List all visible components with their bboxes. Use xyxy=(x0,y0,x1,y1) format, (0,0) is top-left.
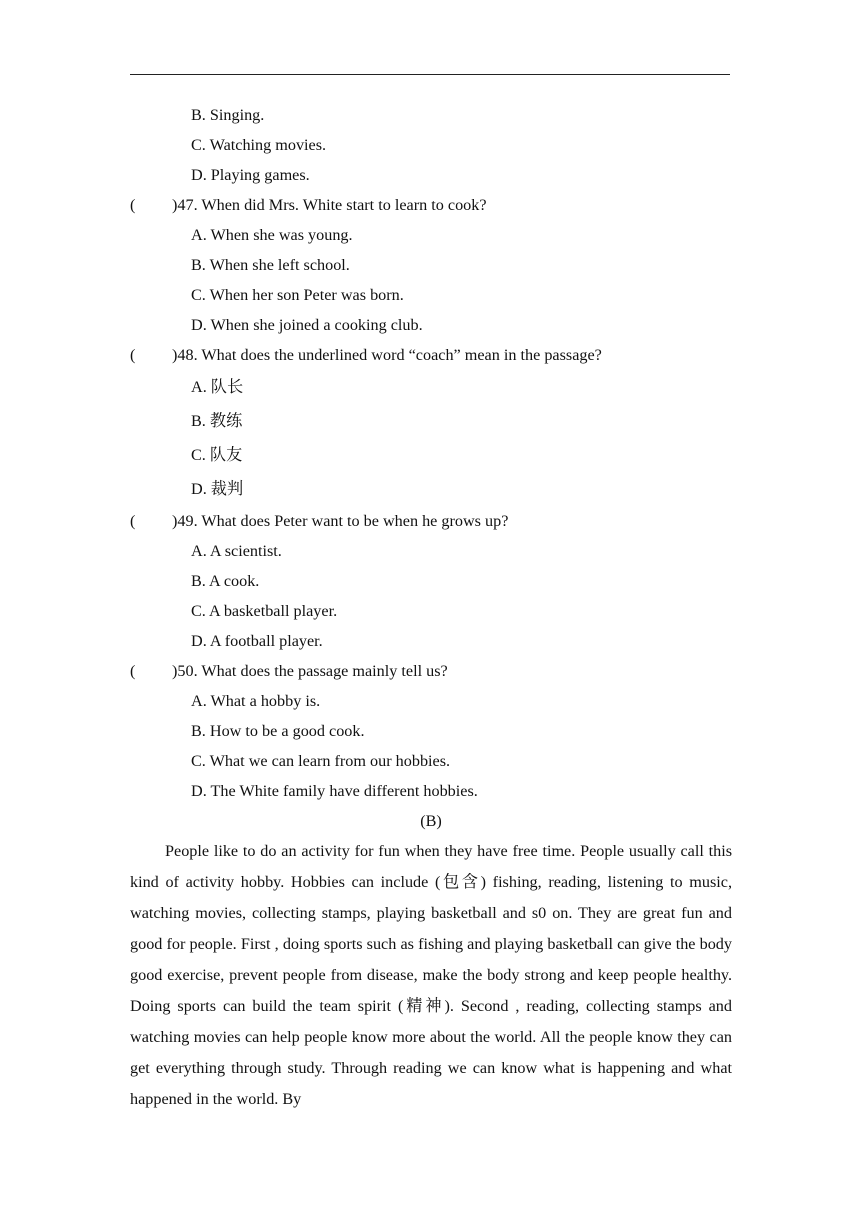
question-text: )48. What does the underlined word “coach” mean in the passage? xyxy=(172,346,602,364)
option-b: B. A cook. xyxy=(191,572,260,590)
question-text: )50. What does the passage mainly tell us? xyxy=(172,662,448,680)
question-50 xyxy=(130,656,732,806)
header-rule xyxy=(130,74,730,75)
question-stem xyxy=(130,506,732,536)
passage-text: People like to do an activity for fun when they have free time. People usually call this kind of activity hobby. Hobbies can include (包含) fishing, reading, listening to music, watching movies, collecting stamps, playing basketball and s0 on. They are great fun and good for people. First , doing sports such as fishing and playing basketball can give the body good exercise, prevent people from disease, make the body strong and keep people healthy. Doing sports can build the team spirit (精神). Second , reading, collecting stamps and watching movies can help people know more about the world. All the people know they can get everything through study. Through reading we can know what is happening and what happened in the world. By xyxy=(130,842,732,1108)
reading-passage xyxy=(130,836,732,1115)
option-a: A. A scientist. xyxy=(191,542,282,560)
answer-blank: ( xyxy=(130,662,136,680)
option-c: C. A basketball player. xyxy=(191,602,338,620)
option-46-d: D. Playing games. xyxy=(191,166,310,184)
option-d: D. The White family have different hobbies. xyxy=(191,782,478,800)
option-c: C. What we can learn from our hobbies. xyxy=(191,752,451,770)
answer-blank: ( xyxy=(130,196,136,214)
option-a: A. When she was young. xyxy=(191,226,353,244)
question-text: )49. What does Peter want to be when he grows up? xyxy=(172,512,509,530)
answer-blank: ( xyxy=(130,346,136,364)
question-text: )47. When did Mrs. White start to learn to cook? xyxy=(172,196,487,214)
exam-page xyxy=(130,100,732,1115)
question-stem xyxy=(130,656,732,686)
option-b: B. When she left school. xyxy=(191,256,350,274)
question-46-tail xyxy=(130,100,732,190)
question-stem xyxy=(130,190,732,220)
option-a: A. What a hobby is. xyxy=(191,692,321,710)
option-c: C. 队友 xyxy=(191,446,243,464)
option-46-b: B. Singing. xyxy=(191,106,265,124)
option-b: B. How to be a good cook. xyxy=(191,722,365,740)
option-a: A. 队长 xyxy=(191,378,244,396)
option-c: C. When her son Peter was born. xyxy=(191,286,404,304)
option-d: D. A football player. xyxy=(191,632,323,650)
section-heading: (B) xyxy=(420,812,442,830)
option-46-c: C. Watching movies. xyxy=(191,136,327,154)
question-47 xyxy=(130,190,732,340)
option-b: B. 教练 xyxy=(191,412,243,430)
option-d: D. 裁判 xyxy=(191,480,244,498)
answer-blank: ( xyxy=(130,512,136,530)
question-48 xyxy=(130,340,732,506)
question-49 xyxy=(130,506,732,656)
question-stem xyxy=(130,340,732,370)
option-d: D. When she joined a cooking club. xyxy=(191,316,423,334)
